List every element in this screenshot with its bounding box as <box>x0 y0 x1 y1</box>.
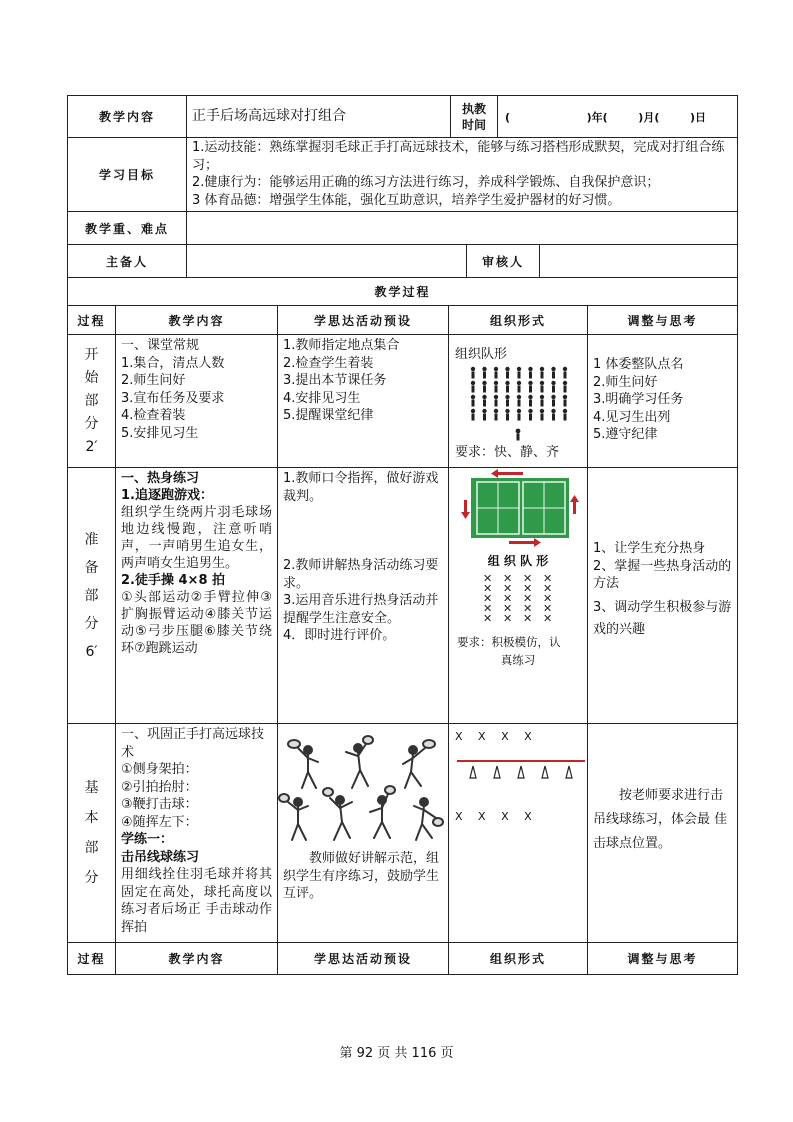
start-content-2: 1.集合，清点人数 <box>121 355 225 371</box>
formation-student-body <box>529 372 532 379</box>
start-phase-4: 分 <box>84 415 99 432</box>
formation-student-icon <box>540 409 544 413</box>
formation-student-body <box>552 386 555 393</box>
prep-content-sub2: 2.徒手操 4×8 拍 <box>121 573 226 588</box>
formation-student-body <box>552 372 555 379</box>
formation-student-icon <box>563 381 567 385</box>
formation-student-icon <box>505 367 509 371</box>
formation-student-icon <box>517 381 521 385</box>
formation-student-mark: ✕ <box>483 582 493 595</box>
formation-student-icon <box>494 395 498 399</box>
formation-student-icon <box>540 367 544 371</box>
formation-student-mark: ✕ <box>483 602 493 615</box>
basic-content <box>116 724 277 942</box>
formation-student-body <box>529 414 532 421</box>
formation-student-mark: ✕ <box>523 572 533 585</box>
key-points-value[interactable] <box>187 212 737 244</box>
formation-student-icon <box>517 395 521 399</box>
start-content-4: 3.宣布任务及要求 <box>121 390 225 406</box>
formation-student-body <box>506 372 509 379</box>
teacher-icon <box>516 429 521 434</box>
basic-activity-text: 教师做好讲解示范，组织学生有序练习，鼓励学生互评。 <box>283 851 440 901</box>
start-activity-5: 5.提醒课堂纪律 <box>283 408 374 423</box>
formation-student-icon <box>517 409 521 413</box>
basic-content-sub2: 击吊线球练习 <box>121 849 200 865</box>
basic-phase-3: 部 <box>84 840 99 856</box>
basic-org-row-bottom: X X X X <box>455 810 538 823</box>
content-value: 正手后场高远球对打组合 <box>192 107 346 124</box>
stroke-demo-figures-icon <box>278 734 448 844</box>
formation-student-icon <box>528 381 532 385</box>
col-content: 教学内容 <box>168 313 225 328</box>
formation-student-icon <box>505 395 509 399</box>
prep-content-title: 一、热身练习 <box>121 471 200 486</box>
formation-student-body <box>506 400 509 407</box>
start-adjust-2: 2.师生问好 <box>593 374 658 390</box>
formation-student-icon <box>528 367 532 371</box>
col-phase: 过程 <box>77 313 106 328</box>
start-phase <box>68 335 115 467</box>
basic-content-sub: 学练一： <box>121 832 174 847</box>
basic-content-2: ①侧身架拍： <box>121 762 198 777</box>
formation-student-body <box>483 386 486 393</box>
start-content-6: 5.安排见习生 <box>121 425 199 441</box>
prep-phase-2: 备 <box>84 559 99 576</box>
formation-student-icon <box>563 367 567 371</box>
formation-student-icon <box>494 409 498 413</box>
basic-content-4: ③鞭打击球： <box>121 797 198 812</box>
formation-student-mark: ✕ <box>543 582 553 595</box>
page-footer: 第 92 页 共 116 页 <box>339 1046 454 1061</box>
col-org-bottom: 组织形式 <box>489 952 546 966</box>
formation-student-body <box>541 414 544 421</box>
formation-student-mark: ✕ <box>503 602 513 615</box>
col-content-bottom: 教学内容 <box>168 952 225 966</box>
formation-student-icon <box>528 409 532 413</box>
formation-student-mark: ✕ <box>543 572 553 585</box>
basic-content-text: 用细线拴住羽毛球并将其固定在高处，球托高度以练习者后场正 手击球动作挥拍 <box>121 867 272 935</box>
basic-adjust: 按老师要求进行击吊线球练习，体会最 佳击球点位置。 <box>593 788 728 851</box>
prep-phase-3: 部 <box>84 587 99 604</box>
start-org-title: 组织队形 <box>455 347 508 362</box>
start-content-1: 一、课堂常规 <box>121 338 200 353</box>
prep-adjust-3: 3、调动学生积极参与游戏的兴趣 <box>593 599 732 637</box>
formation-student-mark: ✕ <box>523 612 533 625</box>
formation-student-body <box>541 386 544 393</box>
process-title: 教学过程 <box>374 285 431 299</box>
basic-content-1: 一、巩固正手打高远球技术 <box>121 727 265 760</box>
start-content-5: 4.检查着装 <box>121 408 186 423</box>
start-content-3: 2.师生问好 <box>121 373 186 388</box>
goals-list <box>187 138 737 211</box>
formation-student-icon <box>517 367 521 371</box>
basic-phase-4: 分 <box>84 870 99 886</box>
formation-student-mark: ✕ <box>503 572 513 585</box>
badminton-court-diagram <box>449 468 587 558</box>
formation-student-body <box>495 372 498 379</box>
formation-student-icon <box>494 367 498 371</box>
key-points-label: 教学重、难点 <box>84 221 169 236</box>
basic-content-5: ④随挥左下： <box>121 814 198 830</box>
formation-student-body <box>552 400 555 407</box>
goal-3: 3 体育品德：增强学生体能，强化互助意识，培养学生爱护器材的好习惯。 <box>192 192 621 208</box>
formation-student-mark: ✕ <box>503 612 513 625</box>
reviewer-label: 审核人 <box>481 254 524 269</box>
goals-label: 学习目标 <box>98 168 155 182</box>
formation-student-icon <box>540 395 544 399</box>
formation-student-body <box>529 400 532 407</box>
formation-student-mark: ✕ <box>523 582 533 595</box>
prep-content-sub1: 1.追逐跑游戏： <box>121 488 213 503</box>
formation-student-body <box>529 386 532 393</box>
formation-student-mark: ✕ <box>543 602 553 615</box>
exec-time-label-2: 时间 <box>461 117 486 132</box>
formation-student-mark: ✕ <box>503 592 513 605</box>
start-org-req: 要求：快、静、齐 <box>455 445 560 460</box>
start-phase-1: 开 <box>84 346 99 363</box>
formation-student-icon <box>505 381 509 385</box>
formation-student-icon <box>494 381 498 385</box>
exec-time-value[interactable]: ( )年( )月( )日 <box>505 110 707 124</box>
exec-time-label <box>451 96 497 137</box>
formation-student-icon <box>505 409 509 413</box>
preparer-label: 主备人 <box>105 254 148 269</box>
formation-student-body <box>564 386 567 393</box>
formation-student-body <box>483 400 486 407</box>
formation-student-body <box>518 400 521 407</box>
formation-student-icon <box>471 367 475 371</box>
formation-student-body <box>541 372 544 379</box>
formation-student-body <box>472 414 475 421</box>
formation-student-body <box>483 414 486 421</box>
formation-student-icon <box>471 381 475 385</box>
col-adjust-bottom: 调整与思考 <box>627 952 698 966</box>
teacher-body <box>517 434 520 441</box>
formation-student-mark: ✕ <box>483 612 493 625</box>
net-and-cones-diagram <box>449 754 587 794</box>
formation-student-body <box>564 400 567 407</box>
formation-student-mark: ✕ <box>523 592 533 605</box>
formation-student-icon <box>482 381 486 385</box>
start-adjust-3: 3.明确学习任务 <box>593 392 684 407</box>
start-phase-2: 始 <box>84 369 99 386</box>
formation-student-mark: ✕ <box>483 592 493 605</box>
reviewer-value[interactable] <box>540 245 737 277</box>
prep-org <box>449 468 587 723</box>
prep-adjust-1: 1、让学生充分热身 <box>593 541 706 556</box>
prep-adjust-2: 2、掌握一些热身活动的方法 <box>593 558 732 591</box>
start-adjust-4: 4.见习生出列 <box>593 409 671 425</box>
formation-student-icon <box>563 395 567 399</box>
formation-student-body <box>472 400 475 407</box>
start-content <box>116 335 277 467</box>
formation-student-icon <box>482 367 486 371</box>
formation-student-body <box>495 386 498 393</box>
formation-student-body <box>518 372 521 379</box>
goal-1: 1.运动技能：熟练掌握羽毛球正手打高远球技术，能够与练习搭档形成默契，完成对打组合练习； <box>192 140 725 173</box>
formation-student-mark: ✕ <box>543 612 553 625</box>
formation-student-icon <box>563 409 567 413</box>
basic-phase <box>68 724 115 942</box>
prep-activity-4: 4．即时进行评价。 <box>283 628 396 643</box>
start-activity-3: 3.提出本节课任务 <box>283 373 387 388</box>
prep-activity <box>278 468 448 723</box>
formation-student-icon <box>551 381 555 385</box>
prep-phase <box>68 468 115 723</box>
prep-org-req-1: 要求：积极模仿，认 <box>457 635 561 649</box>
prep-phase-5: 6′ <box>85 643 98 660</box>
formation-student-icon <box>482 395 486 399</box>
x-formation <box>449 572 587 632</box>
formation-student-body <box>495 400 498 407</box>
prep-org-title: 组 织 队 形 <box>487 554 549 568</box>
start-adjust-5: 5.遵守纪律 <box>593 427 658 442</box>
start-adjust <box>588 335 737 467</box>
prep-phase-1: 准 <box>84 531 99 548</box>
start-org <box>449 335 587 467</box>
preparer-value[interactable] <box>187 245 466 277</box>
prep-content <box>116 468 277 723</box>
basic-content-3: ②引拍抬肘： <box>121 779 198 795</box>
prep-content-text2: ①头部运动②手臂拉伸③扩胸振臂运动④膝关节运动⑤弓步压腿⑥膝关节绕环⑦跑跳运动 <box>121 590 272 656</box>
prep-phase-4: 分 <box>84 615 99 632</box>
formation-student-body <box>564 414 567 421</box>
prep-activity-3: 3.运用音乐进行热身活动并提醒学生注意安全。 <box>283 593 439 626</box>
basic-phase-2: 本 <box>84 810 99 826</box>
start-phase-5: 2′ <box>85 438 98 455</box>
formation-student-body <box>518 414 521 421</box>
start-activity-4: 4.安排见习生 <box>283 390 361 406</box>
content-label: 教学内容 <box>98 110 155 124</box>
formation-student-icon <box>482 409 486 413</box>
formation-student-body <box>518 386 521 393</box>
basic-org-row-top: X X X X <box>455 730 538 743</box>
start-activity <box>278 335 448 467</box>
goal-2: 2.健康行为：能够运用正确的练习方法进行练习，养成科学锻炼、自我保护意识； <box>192 175 660 190</box>
prep-org-req-2: 真练习 <box>500 653 536 667</box>
col-org: 组织形式 <box>489 313 546 328</box>
col-activity: 学思达活动预设 <box>313 313 412 328</box>
col-adjust: 调整与思考 <box>627 313 698 328</box>
basic-activity <box>278 724 448 942</box>
basic-phase-1: 基 <box>84 780 99 796</box>
prep-content-text1: 组织学生绕两片羽毛球场地边线慢跑，注意听哨声，一声哨男生追女生，两声哨女生追男生。 <box>121 505 272 571</box>
col-phase-bottom: 过程 <box>77 952 106 966</box>
formation-student-icon <box>471 395 475 399</box>
formation-student-icon <box>540 381 544 385</box>
prep-activity-1: 1.教师口令指挥，做好游戏裁判。 <box>283 471 439 504</box>
formation-student-body <box>564 372 567 379</box>
formation-student-mark: ✕ <box>503 582 513 595</box>
formation-student-mark: ✕ <box>483 572 493 585</box>
start-activity-1: 1.教师指定地点集合 <box>283 338 400 353</box>
formation-student-icon <box>528 395 532 399</box>
formation-student-body <box>506 414 509 421</box>
formation-student-body <box>472 372 475 379</box>
formation-student-body <box>472 386 475 393</box>
formation-student-mark: ✕ <box>523 602 533 615</box>
start-phase-3: 部 <box>84 392 99 409</box>
formation-student-body <box>495 414 498 421</box>
formation-student-body <box>506 386 509 393</box>
formation-student-body <box>541 400 544 407</box>
start-adjust-1: 1 体委整队点名 <box>593 357 684 372</box>
formation-student-body <box>483 372 486 379</box>
formation-student-icon <box>471 409 475 413</box>
prep-adjust <box>588 468 737 723</box>
formation-student-icon <box>551 395 555 399</box>
formation-student-icon <box>551 367 555 371</box>
formation-student-icon <box>551 409 555 413</box>
formation-student-body <box>552 414 555 421</box>
col-activity-bottom: 学思达活动预设 <box>313 952 412 966</box>
start-activity-2: 2.检查学生着装 <box>283 355 374 371</box>
basic-org <box>449 724 587 942</box>
formation-student-mark: ✕ <box>543 592 553 605</box>
exec-time-label-1: 执教 <box>461 101 486 116</box>
prep-activity-2: 2.教师讲解热身活动练习要求。 <box>283 558 439 591</box>
